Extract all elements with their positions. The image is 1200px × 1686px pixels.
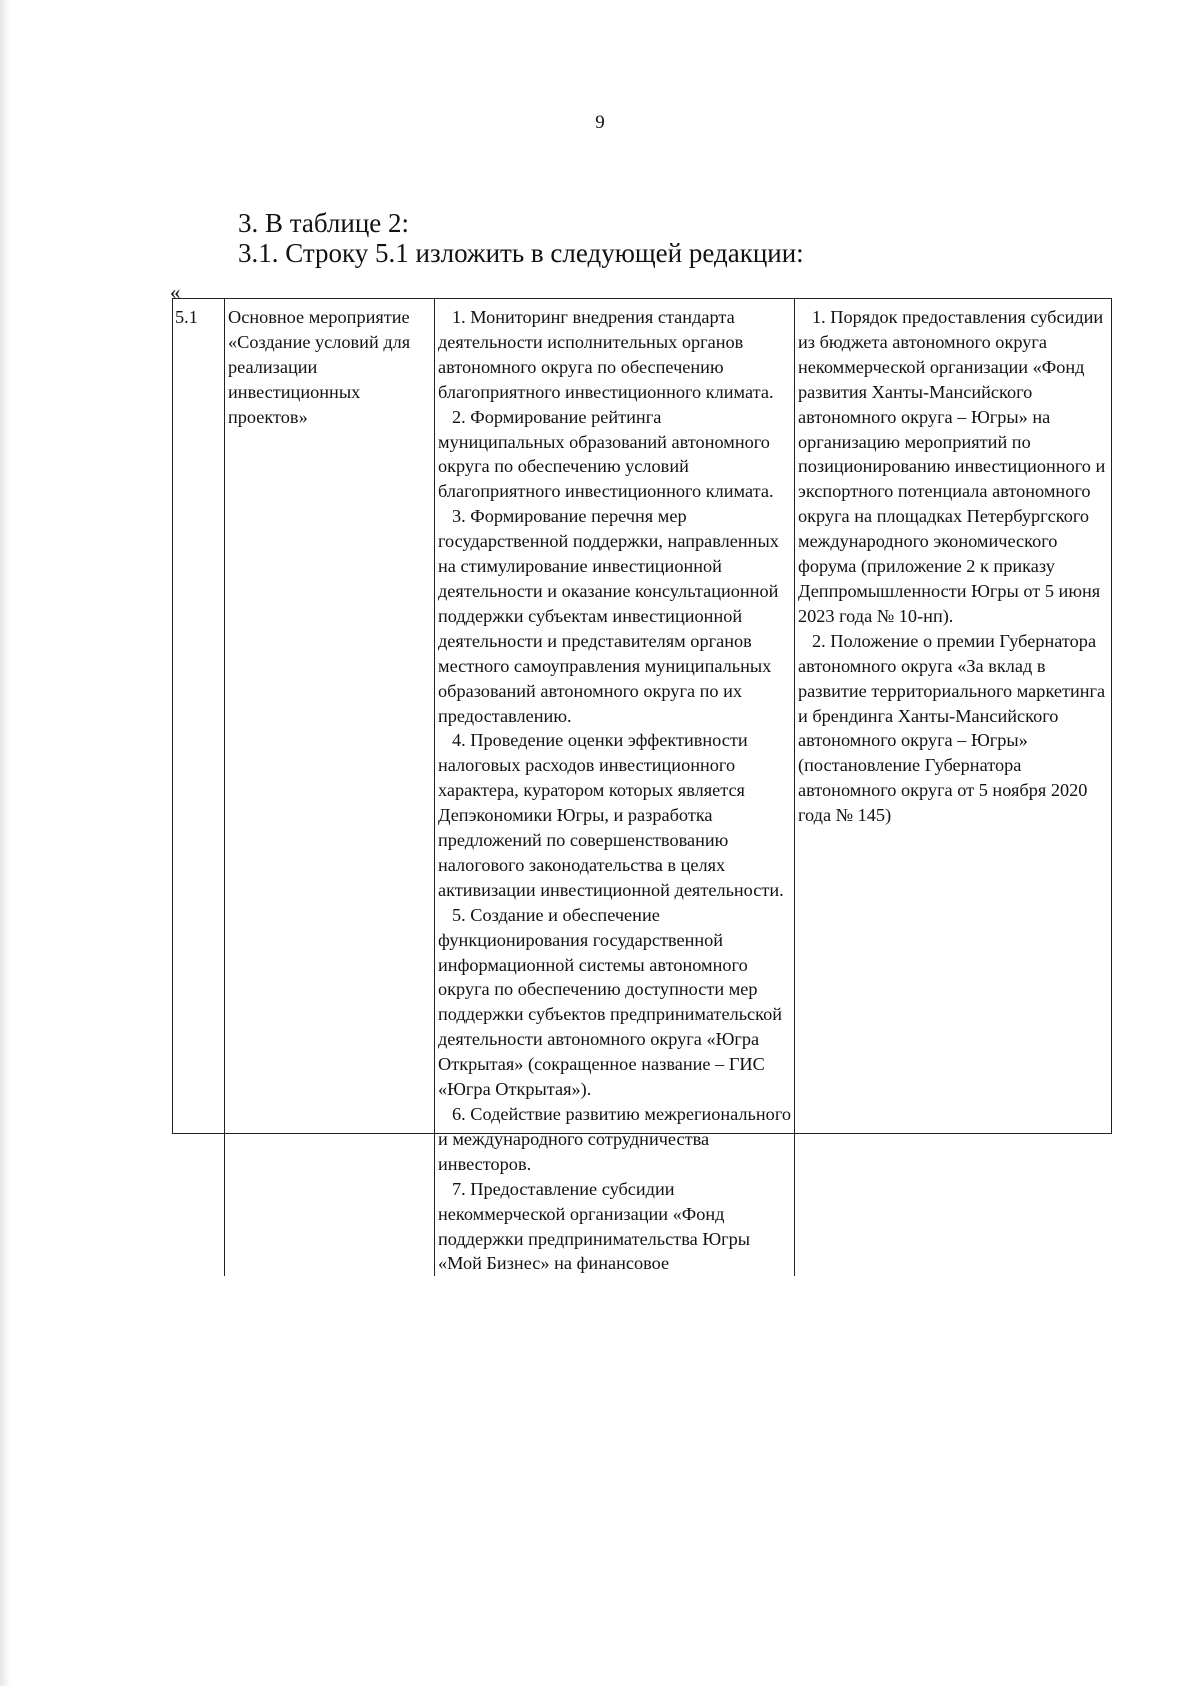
row-title-cell xyxy=(225,299,435,1276)
documents-cell xyxy=(795,299,1113,1276)
document-item: 1. Порядок предоставления субсидии из бюджета автономного округа некоммерческой организации «Фонд развития Ханты-Мансийского автономного округа – Югры» на организацию мероприятий по позиционированию инвестиционного и экспортного потенциала автономного округа на площадках Петербургского международного экономического форума (приложение 2 к приказу Деппромышленности Югры от 5 июня 2023 года № 10-нп). xyxy=(798,307,1106,626)
section-heading: 3. В таблице 2: xyxy=(238,208,410,238)
measures-cell xyxy=(435,299,795,1276)
measure-item: 6. Содействие развитию межрегионального и международного сотрудничества инвесторов. xyxy=(438,1104,791,1174)
measure-item: 1. Мониторинг внедрения стандарта деятельности исполнительных органов автономного округа по обеспечению благоприятного инвестиционного климата. xyxy=(438,307,774,402)
table-row xyxy=(172,298,1112,1274)
measure-item: 2. Формирование рейтинга муниципальных образований автономного округа по обеспечению условий благоприятного инвестиционного климата. xyxy=(438,406,774,502)
measure-item: 7. Предоставление субсидии некоммерческой организации «Фонд поддержки предпринимательства Югры «Мой Бизнес» на финансовое xyxy=(438,1178,751,1274)
opening-quote-mark: « xyxy=(170,280,181,304)
page-number: 9 xyxy=(595,112,605,133)
subsection-heading: 3.1. Строку 5.1 изложить в следующей редакции: xyxy=(238,238,804,268)
measure-item: 3. Формирование перечня мер государственной поддержки, направленных на стимулирование инвестиционной деятельности и оказание консультационной поддержки субъектам инвестиционной деятельности и представителям органов местного самоуправления муниципальных образований автономного округа по их предоставлению. xyxy=(438,506,779,726)
row-number: 5.1 xyxy=(175,307,198,327)
measure-item: 5. Создание и обеспечение функционирования государственной информационной системы автономного округа по обеспечению доступности мер поддержки субъектов предпринимательской деятельности автономного округа «Югра Открытая» (сокращенное название – ГИС «Югра Открытая»). xyxy=(438,904,783,1100)
document-item: 2. Положение о премии Губернатора автономного округа «За вклад в развитие территориального маркетинга и брендинга Ханты-Мансийского автономного округа – Югры» (постановление Губернатора автономного округа от 5 ноября 2020 года № 145) xyxy=(798,630,1106,826)
row-number-cell xyxy=(173,299,225,1276)
measure-item: 4. Проведение оценки эффективности налоговых расходов инвестиционного характера, куратором которых является Депэкономики Югры, и разработка предложений по совершенствованию налогового законодательства в целях активизации инвестиционной деятельности. xyxy=(438,730,784,900)
scan-edge-shadow xyxy=(0,0,10,1686)
row-title: Основное мероприятие «Создание условий для реализации инвестиционных проектов» xyxy=(228,307,411,427)
